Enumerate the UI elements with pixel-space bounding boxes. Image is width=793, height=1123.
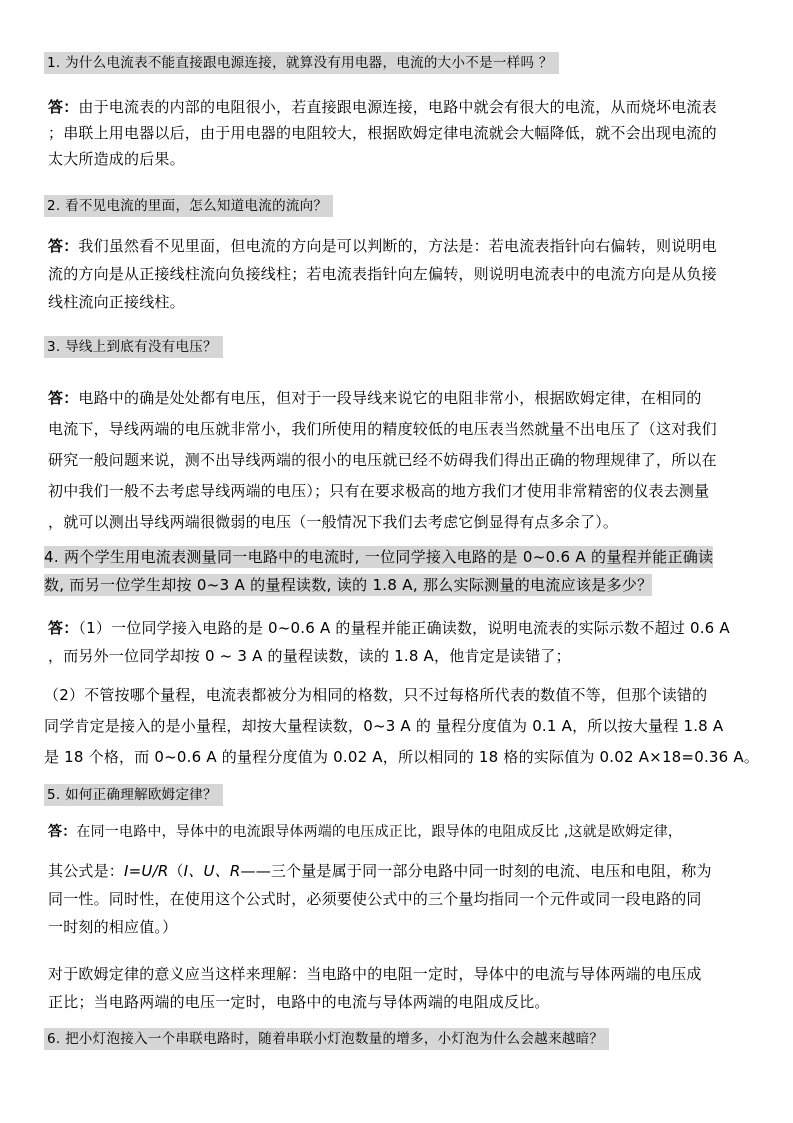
answer-1-line-2: ；串联上用电器以后，由于用电器的电阻较大，根据欧姆定律电流就会大幅降低，就不会出现电流的 [48,124,717,142]
question-4 [44,543,734,599]
answer-1 [48,94,754,172]
formula-prefix: 其公式是： [48,862,125,880]
question-3: 3. 导线上到底有没有电压？ [44,336,223,358]
answer-5-line-6: 正比；当电路两端的电压一定时，电路中的电流与导体两端的电阻成反比。 [48,993,550,1011]
answer-2-line-3: 线柱流向正接线柱。 [48,293,185,311]
answer-3-line-4: 初中我们一般不去考虑导线两端的电压）；只有在要求极高的地方我们才使用非常精密的仪表去测量 [48,482,710,500]
answer-3-line-2: 电流下，导线两端的电压就非常小，我们所使用的精度较低的电压表当然就量不出电压了（这对我们 [48,420,717,438]
answer-5-formula [48,857,754,941]
answer-5-line-5: 对于欧姆定律的意义应当这样来理解：当电路中的电阻一定时，导体中的电流与导体两端的电压成 [48,965,702,983]
answer-1-line-1: 由于电流表的内部的电阻很小，若直接跟电源连接，电路中就会有很大的电流，从而烧坏电流表 [78,98,717,116]
answer-label: 答： [48,824,77,840]
answer-5-intro [48,819,754,845]
answer-4-line-5: 是 18 个格，而 0~0.6 A 的量程分度值为 0.02 A，所以相同的 18 格的实际值为 0.02 A×18=0.36 A。 [44,748,760,766]
formula-explanation: ——三个量是属于同一部分电路中同一时刻的电流、电压和电阻，称为 [240,862,712,880]
question-4-line-1: 4. 两个学生用电流表测量同一电路中的电流时, 一位同学接入电路的是 0~0.6 A 的量程并能正确读 [44,548,714,566]
answer-3-line-1: 电路中的确是处处都有电压，但对于一段导线来说它的电阻非常小，根据欧姆定律，在相同的 [78,389,702,407]
answer-4-line-4: 同学肯定是接入的是小量程，却按大量程读数，0~3 A 的 量程分度值为 0.1 A，所以按大量程 1.8 A [44,717,724,735]
formula-variables: I、U、R [183,862,241,880]
question-6: 6. 把小灯泡接入一个串联电路时，随着串联小灯泡数量的增多，小灯泡为什么会越来越暗？ [44,1028,609,1050]
answer-4-line-2: ，而另外一位同学却按 0 ~ 3 A 的量程读数，读的 1.8 A，他肯定是读错了； [48,647,571,665]
answer-3-line-5: ，就可以测出导线两端很微弱的电压（一般情况下我们去考虑它倒显得有点多余了）。 [48,513,619,531]
answer-5-meaning [48,960,754,1016]
answer-2-line-1: 我们虽然看不见里面，但电流的方向是可以判断的，方法是：若电流表指针向右偏转，则说明电 [78,237,717,255]
answer-2 [48,232,754,316]
question-4-line-2: 数, 而另一位学生却按 0~3 A 的量程读数, 读的 1.8 A, 那么实际测量的电流应该是多少？ [44,576,653,594]
answer-4-part-1 [48,614,754,670]
answer-3 [48,383,754,538]
answer-1-line-3: 太大所造成的后果。 [48,150,185,168]
answer-4-part-2 [44,680,760,773]
question-1: 1. 为什么电流表不能直接跟电源连接，就算没有用电器，电流的大小不是一样吗 ？ [44,52,559,74]
answer-label: 答： [48,237,79,255]
answer-3-line-3: 研究一般问题来说，测不出导线两端的很小的电压就已经不妨碍我们得出正确的物理规律了，所以在 [48,451,717,469]
formula-paren: （ [168,862,184,880]
answer-5-line-1: 在同一电路中，导体中的电流跟导体两端的电压成正比，跟导体的电阻成反比 ,这就是欧姆定律， [76,824,683,840]
answer-5-line-3: 同一性。同时性，在使用这个公式时，必须要使公式中的三个量均指同一个元件或同一段电路的同 [48,890,702,908]
answer-label: 答： [48,619,79,637]
ohms-law-formula: I=U/R [124,862,169,880]
answer-4-line-3: （2）不管按哪个量程，电流表都被分为相同的格数，只不过每格所代表的数值不等，但那个读错的 [44,686,708,704]
answer-label: 答： [48,389,79,407]
answer-5-line-4: 一时刻的相应值。） [48,918,178,936]
answer-4-line-1: （1）一位同学接入电路的是 0~0.6 A 的量程并能正确读数，说明电流表的实际示数不超过 0.6 A [78,619,730,637]
answer-label: 答： [48,98,79,116]
question-5: 5. 如何正确理解欧姆定律？ [44,784,223,806]
answer-2-line-2: 流的方向是从正接线柱流向负接线柱；若电流表指针向左偏转，则说明电流表中的电流方向是从负接 [48,265,717,283]
question-2: 2. 看不见电流的里面，怎么知道电流的流向？ [44,195,333,217]
